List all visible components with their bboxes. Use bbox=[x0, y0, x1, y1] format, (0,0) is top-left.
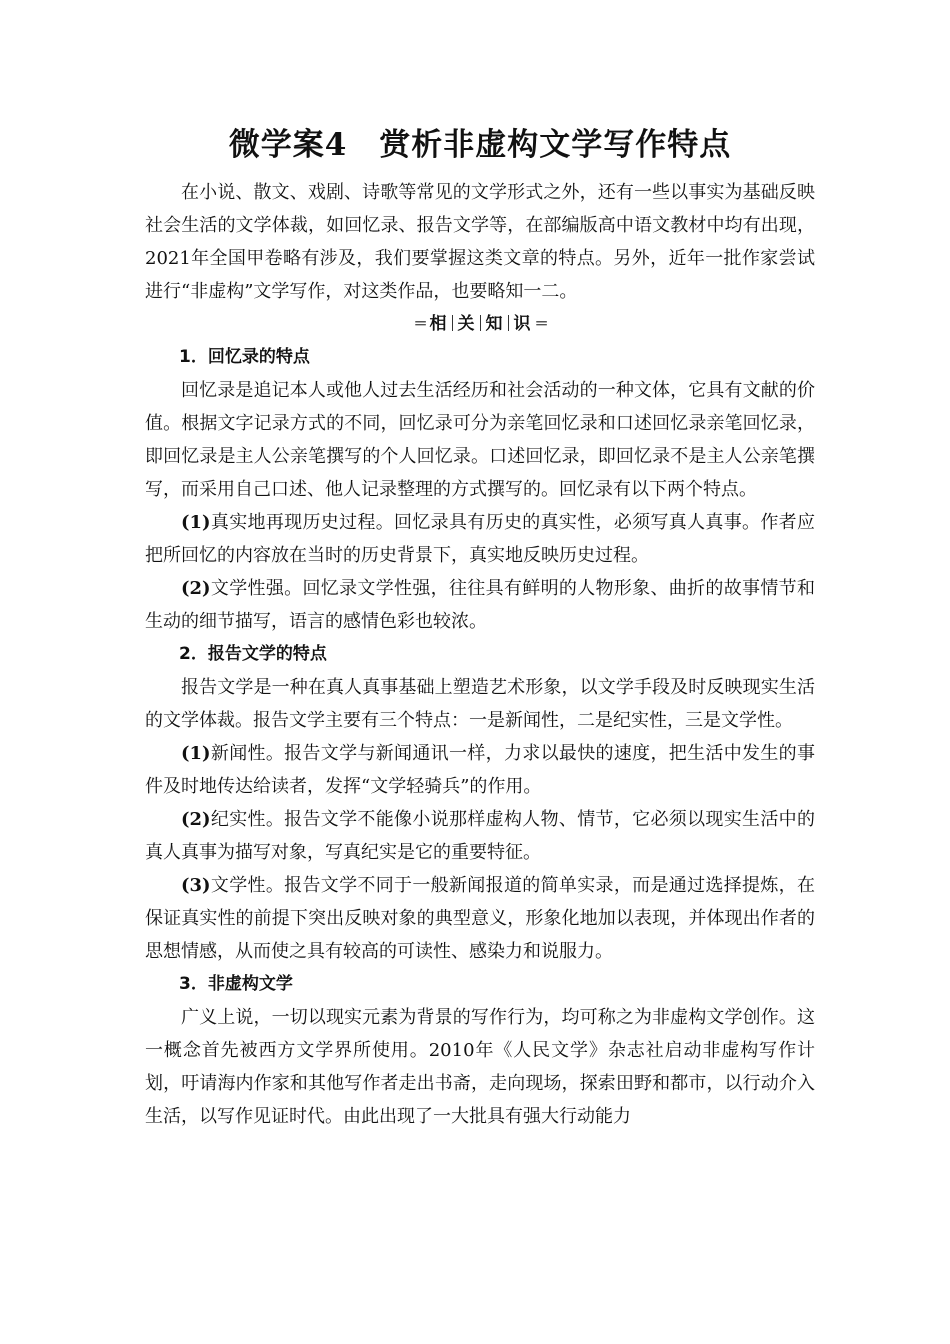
banner-char: 知 bbox=[485, 314, 503, 334]
section1-heading: 1．回忆录的特点 bbox=[179, 347, 310, 367]
section3-paragraph: 广义上说，一切以现实元素为背景的写作行为，均可称之为非虚构文学创作。这一概念首先被西方文学界所使用。2010年《人民文学》杂志社启动非虚构写作计划，吁请海内作家和其他写作者走出书斋，走向现场，探索田野和都市，以行动介入生活，以写作见证时代。由此出现了一大批具有强大行动能力 bbox=[145, 1007, 815, 1127]
point-label: (2) bbox=[181, 578, 211, 599]
document-page bbox=[145, 120, 815, 1133]
intro-paragraph: 在小说、散文、戏剧、诗歌等常见的文学形式之外，还有一些以事实为基础反映社会生活的文学体裁，如回忆录、报告文学等，在部编版高中语文教材中均有出现，2021年全国甲卷略有涉及，我们要掌握这类文章的特点。另外，近年一批作家尝试进行“非虚构”文学写作，对这类作品，也要略知一二。 bbox=[145, 182, 815, 302]
section2-point bbox=[145, 869, 815, 968]
point-label: (2) bbox=[181, 809, 211, 830]
point-label: (1) bbox=[181, 512, 211, 533]
banner-divider bbox=[480, 315, 481, 331]
section2-point bbox=[145, 803, 815, 869]
section2-paragraph: 报告文学是一种在真人真事基础上塑造艺术形象，以文学手段及时反映现实生活的文学体裁。报告文学主要有三个特点：一是新闻性，二是纪实性，三是文学性。 bbox=[145, 677, 815, 731]
page-title: 微学案4 赏析非虚构文学写作特点 bbox=[228, 127, 732, 163]
banner-divider bbox=[452, 315, 453, 331]
banner-deco-left: ═ bbox=[415, 314, 424, 334]
banner-char: 关 bbox=[457, 314, 475, 334]
point-label: (3) bbox=[181, 875, 211, 896]
point-text: 真实地再现历史过程。回忆录具有历史的真实性，必须写真人真事。作者应把所回忆的内容放在当时的历史背景下，真实地反映历史过程。 bbox=[145, 512, 815, 566]
banner-char: 相 bbox=[429, 314, 447, 334]
banner-char: 识 bbox=[513, 314, 531, 334]
point-text: 新闻性。报告文学与新闻通讯一样，力求以最快的速度，把生活中发生的事件及时地传达给读者，发挥“文学轻骑兵”的作用。 bbox=[145, 743, 815, 797]
point-label: (1) bbox=[181, 743, 211, 764]
related-knowledge-banner bbox=[145, 308, 815, 341]
point-text: 文学性。报告文学不同于一般新闻报道的简单实录，而是通过选择提炼，在保证真实性的前提下突出反映对象的典型意义，形象化地加以表现，并体现出作者的思想情感，从而使之具有较高的可读性、感染力和说服力。 bbox=[145, 875, 815, 962]
section1-point bbox=[145, 506, 815, 572]
banner-deco-right: ═ bbox=[536, 314, 545, 334]
point-text: 文学性强。回忆录文学性强，往往具有鲜明的人物形象、曲折的故事情节和生动的细节描写，语言的感情色彩也较浓。 bbox=[145, 578, 815, 632]
banner-divider bbox=[508, 315, 509, 331]
point-text: 纪实性。报告文学不能像小说那样虚构人物、情节，它必须以现实生活中的真人真事为描写对象，写真纪实是它的重要特征。 bbox=[145, 809, 815, 863]
section2-heading: 2．报告文学的特点 bbox=[179, 644, 327, 664]
section2-point bbox=[145, 737, 815, 803]
section1-paragraph: 回忆录是追记本人或他人过去生活经历和社会活动的一种文体，它具有文献的价值。根据文字记录方式的不同，回忆录可分为亲笔回忆录和口述回忆录亲笔回忆录，即回忆录是主人公亲笔撰写的个人回忆录。口述回忆录，即回忆录不是主人公亲笔撰写，而采用自己口述、他人记录整理的方式撰写的。回忆录有以下两个特点。 bbox=[145, 380, 815, 500]
section3-heading: 3．非虚构文学 bbox=[179, 974, 293, 994]
section1-point bbox=[145, 572, 815, 638]
